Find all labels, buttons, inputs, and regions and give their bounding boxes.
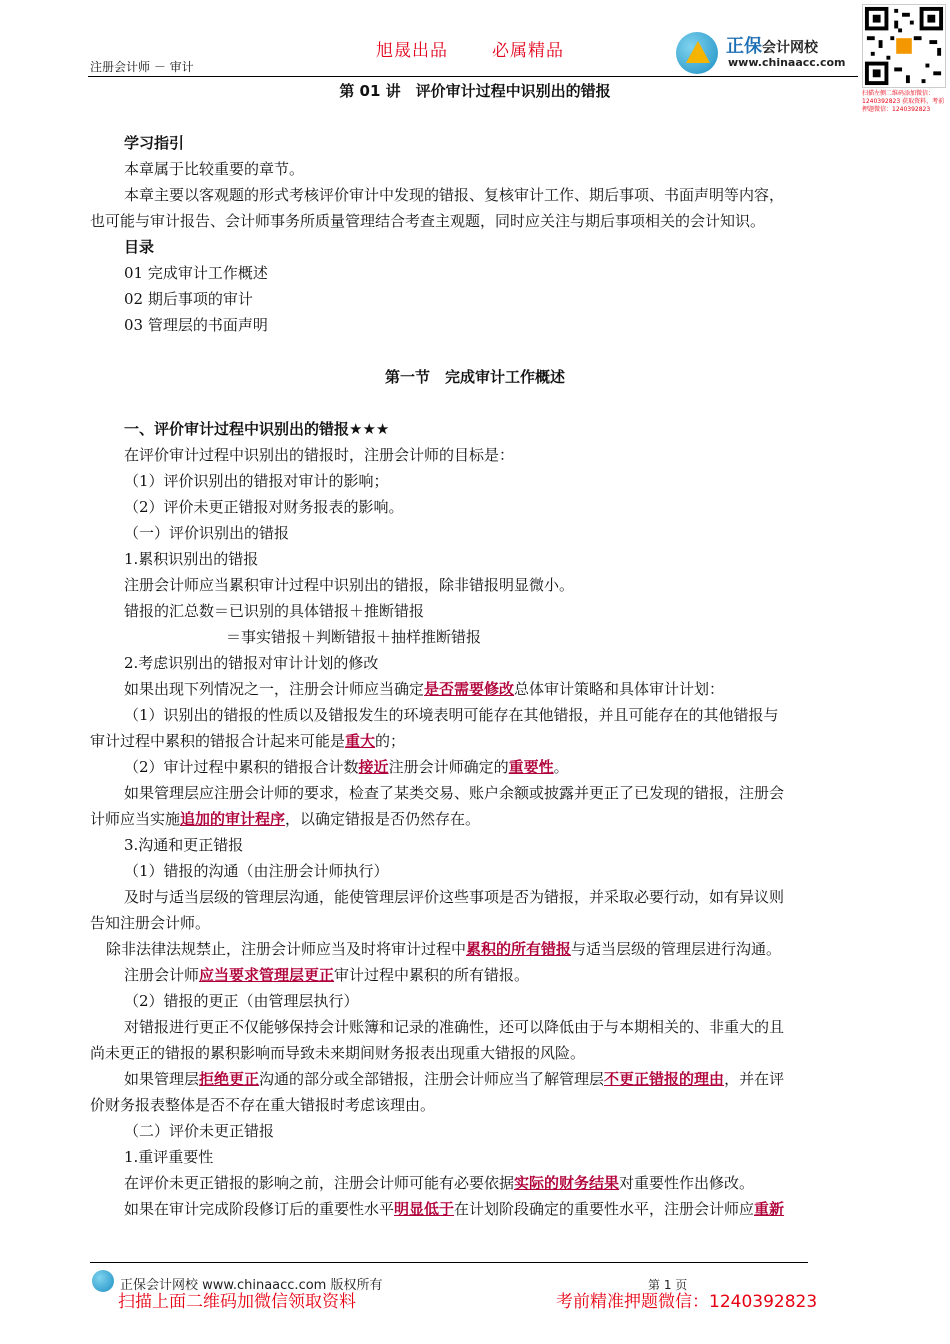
body-line: 尚未更正的错报的累积影响而导致未来期间财务报表出现重大错报的风险。 [90, 1044, 586, 1062]
guide-heading: 学习指引 [124, 134, 185, 152]
body-line: 及时与适当层级的管理层沟通，能使管理层评价这些事项是否为错报，并采取必要行动，如有异议则 [124, 888, 785, 906]
body-line: 在评价未更正错报的影响之前，注册会计师可能有必要依据实际的财务结果对重要性作出修改。 [124, 1174, 755, 1192]
body-line: （2）评价未更正错报对财务报表的影响。 [124, 498, 404, 516]
body-line: （2）错报的更正（由管理层执行） [124, 992, 359, 1010]
footer-wechat-note: 考前精准押题微信：1240392823 [556, 1292, 818, 1312]
header-tagline [376, 36, 564, 61]
lecture-title: 第 01 讲 评价审计过程中识别出的错报 [339, 82, 611, 100]
header-divider [88, 76, 858, 77]
body-line: 审计过程中累积的错报合计起来可能是重大的； [90, 732, 406, 750]
highlight: 追加的审计程序 [180, 810, 286, 828]
page-number: 第 1 页 [648, 1278, 688, 1292]
body-line: 如果管理层拒绝更正沟通的部分或全部错报，注册会计师应当了解管理层不更正错报的理由，并在评 [124, 1070, 785, 1088]
body-line: （二）评价未更正错报 [124, 1122, 275, 1140]
body-line: （1）识别出的错报的性质以及错报发生的环境表明可能存在其他错报，并且可能存在的其他错报与 [124, 706, 779, 724]
course-name: 注册会计师 － 审计 [90, 60, 194, 74]
body-line: （一）评价识别出的错报 [124, 524, 290, 542]
footer-divider [90, 1262, 808, 1263]
body-line: 1.累积识别出的错报 [124, 550, 259, 568]
highlight: 重大 [345, 732, 376, 750]
footer-scan-note: 扫描上面二维码加微信领取资料 [118, 1292, 356, 1312]
tagline-right: 必属精品 [492, 41, 564, 61]
body-line: 如果在审计完成阶段修订后的重要性水平明显低于在计划阶段确定的重要性水平，注册会计师应重新 [124, 1200, 785, 1218]
tagline-left: 旭晟出品 [376, 41, 448, 61]
body-line: 计师应当实施追加的审计程序，以确定错报是否仍然存在。 [90, 810, 481, 828]
body-line: （1）评价识别出的错报对审计的影响； [124, 472, 389, 490]
toc-item[interactable]: 02 期后事项的审计 [124, 290, 253, 308]
qr-note: 扫描左侧二维码添加微信：1240392823 获取资料，考前押题微信：1240392823 [862, 90, 945, 113]
body-line: 注册会计师应当累积审计过程中识别出的错报，除非错报明显微小。 [124, 576, 575, 594]
body-line: 告知注册会计师。 [90, 914, 211, 932]
chinaacc-logo [676, 28, 856, 76]
toc-item[interactable]: 01 完成审计工作概述 [124, 264, 268, 282]
body-line: （1）错报的沟通（由注册会计师执行） [124, 862, 389, 880]
body-line: 除非法律法规禁止，注册会计师应当及时将审计过程中累积的所有错报与适当层级的管理层进行沟通。 [106, 940, 782, 958]
body-line: 注册会计师应当要求管理层更正审计过程中累积的所有错报。 [124, 966, 530, 984]
guide-paragraph: 本章主要以客观题的形式考核评价审计中发现的错报、复核审计工作、期后事项、书面声明等内容， [124, 186, 785, 204]
body-line: 错报的汇总数＝已识别的具体错报＋推断错报 [124, 602, 425, 620]
toc-heading: 目录 [124, 238, 155, 256]
body-line: （2）审计过程中累积的错报合计数接近注册会计师确定的重要性。 [124, 758, 569, 776]
highlight: 实际的财务结果 [514, 1174, 620, 1192]
guide-paragraph: 本章属于比较重要的章节。 [124, 160, 305, 178]
highlight: 明显低于 [394, 1200, 455, 1218]
highlight: 拒绝更正 [199, 1070, 260, 1088]
logo-name: 正保会计网校 [726, 36, 818, 57]
body-line: 如果出现下列情况之一，注册会计师应当确定是否需要修改总体审计策略和具体审计计划： [124, 680, 725, 698]
toc-item[interactable]: 03 管理层的书面声明 [124, 316, 268, 334]
highlight: 重要性 [508, 758, 554, 776]
body-line: 2.考虑识别出的错报对审计计划的修改 [124, 654, 379, 672]
highlight: 接近 [358, 758, 389, 776]
body-line: 对错报进行更正不仅能够保持会计账簿和记录的准确性，还可以降低由于与本期相关的、非重大的且 [124, 1018, 785, 1036]
body-line: 在评价审计过程中识别出的错报时，注册会计师的目标是： [124, 446, 515, 464]
body-line: 如果管理层应注册会计师的要求，检查了某类交易、账户余额或披露并更正了已发现的错报，注册会 [124, 784, 785, 802]
highlight: 不更正错报的理由 [604, 1070, 725, 1088]
highlight: 累积的所有错报 [466, 940, 572, 958]
body-line: 1.重评重要性 [124, 1148, 214, 1166]
footer-logo-icon [92, 1270, 114, 1292]
guide-paragraph: 也可能与审计报告、会计师事务所质量管理结合考查主观题，同时应关注与期后事项相关的会计知识。 [90, 212, 766, 230]
subsection-heading: 一、评价审计过程中识别出的错报★★★ [124, 420, 390, 438]
highlight: 重新 [754, 1200, 785, 1218]
section-title: 第一节 完成审计工作概述 [384, 368, 565, 386]
highlight: 是否需要修改 [424, 680, 515, 698]
logo-url: www.chinaacc.com [728, 56, 846, 69]
body-line: 3.沟通和更正错报 [124, 836, 244, 854]
footer-copyright: 正保会计网校 www.chinaacc.com 版权所有 [120, 1278, 383, 1293]
logo-icon [676, 32, 718, 74]
body-line: 价财务报表整体是否不存在重大错报时考虑该理由。 [90, 1096, 436, 1114]
qr-code-icon [862, 4, 946, 88]
highlight: 应当要求管理层更正 [199, 966, 335, 984]
body-line: ＝事实错报＋判断错报＋抽样推断错报 [226, 628, 482, 646]
